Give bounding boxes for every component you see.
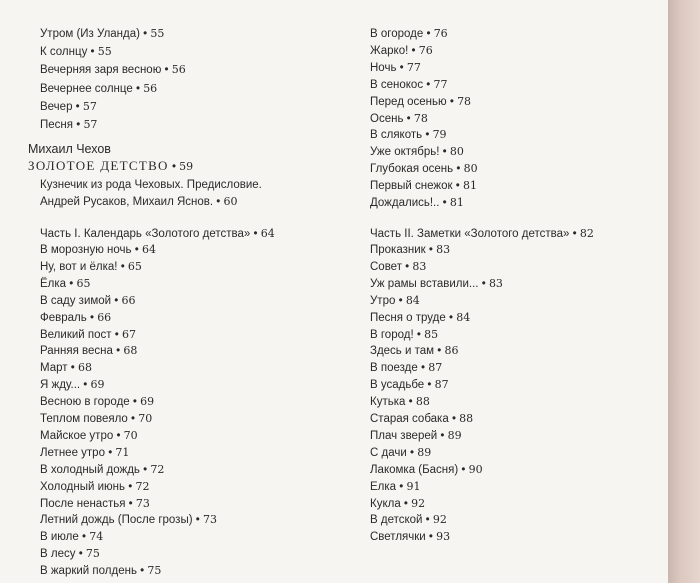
page-number: 78 [457,94,472,108]
toc-entry [370,497,425,511]
separator: • [108,446,113,459]
toc-entry-title: Жарко! [370,44,409,57]
part-1-heading: Часть I. Календарь «Золотого детства» • 64 [40,227,275,240]
toc-entry [370,311,470,325]
toc-entry [40,429,138,443]
collection-title: ЗОЛОТОЕ ДЕТСТВО [28,158,169,173]
toc-entry [370,344,459,358]
toc-entry [370,95,471,109]
separator: • [135,82,140,95]
toc-entry [370,463,483,477]
page-number: 81 [462,179,477,193]
part-2-heading: Часть II. Заметки «Золотого детства» • 82 [370,227,594,240]
toc-entry-title: Март [40,362,68,375]
page-number: 78 [413,111,428,125]
toc-entry [40,412,152,426]
collection-heading [28,159,193,174]
toc-entry [40,530,103,544]
separator: • [481,277,486,290]
toc-entry-title: Холодный июнь [40,480,126,493]
page-number: 57 [82,99,97,113]
separator: • [164,64,169,77]
page-number: 83 [488,276,503,290]
toc-entry-title: Вечернее солнце [40,82,133,95]
page-number: 85 [424,327,439,341]
separator: • [70,362,75,375]
separator: • [114,294,119,307]
page-number: 89 [447,428,462,442]
separator: • [420,362,425,375]
preface-line-2: Андрей Русаков, Михаил Яснов. • 60 [40,195,238,208]
toc-entry-title: Февраль [40,311,87,324]
separator: • [428,244,433,256]
toc-entry-title: Старая собака [370,413,449,425]
toc-entry [40,361,92,375]
toc-entry [40,497,150,511]
page-number: 91 [406,479,421,493]
page-number: 68 [123,344,138,358]
toc-entry-title: Вечерняя заря весною [40,64,162,77]
toc-entry [370,513,447,527]
separator: • [132,396,137,409]
toc-entry [370,530,450,544]
separator: • [442,146,447,159]
toc-entry-title: В холодный дождь [40,463,140,476]
toc-entry [370,78,448,92]
page-number: 80 [449,145,464,159]
toc-entry-title: В саду зимой [40,294,112,307]
toc-entry [40,277,91,291]
toc-entry [370,179,477,193]
page-number: 75 [85,547,100,561]
toc-entry-title: В сенокос [370,78,424,91]
toc-entry [40,311,111,325]
separator: • [116,429,121,442]
toc-entry [40,294,136,308]
page-number: 87 [434,378,449,392]
page-number: 66 [97,310,112,324]
separator: • [89,311,94,324]
page-number: 56 [143,81,158,95]
toc-entry [40,118,97,132]
page-number: 77 [406,60,421,74]
page-number: 64 [141,243,156,256]
toc-entry-title: Совет [370,260,402,273]
separator: • [456,163,461,176]
toc-entry [40,446,129,460]
toc-entry [370,412,473,426]
page-number: 84 [456,310,471,324]
page-number: 65 [76,276,91,290]
separator: • [426,28,431,40]
separator: • [425,514,430,527]
toc-entry [40,344,137,358]
toc-entry [370,128,447,142]
separator: • [405,260,410,273]
separator: • [120,260,125,273]
toc-entry-title: Песня о труде [370,311,446,324]
toc-entry-title: Елка [370,480,397,493]
page-number: 68 [77,361,92,375]
toc-entry [40,463,164,477]
page-number: 84 [405,293,420,307]
toc-entry [370,429,462,443]
author-name: Михаил Чехов [28,142,111,156]
separator: • [399,61,404,74]
separator: • [449,311,454,324]
toc-entry [40,100,97,114]
separator: • [440,429,445,442]
toc-entry [40,243,156,257]
toc-entry [40,513,217,527]
separator: • [143,28,148,40]
separator: • [143,463,148,476]
toc-entry-title: Ночь [370,61,397,74]
page-number: 60 [223,195,238,208]
page-number: 56 [171,63,186,77]
page-number: 87 [428,361,443,375]
toc-entry-title: Вечер [40,100,73,113]
separator: • [572,228,577,240]
toc-entry [370,196,464,210]
toc-entry [370,112,428,126]
toc-entry [370,27,448,41]
separator: • [403,497,408,510]
toc-entry [370,378,449,392]
toc-entry [370,145,464,159]
page-number: 82 [579,227,594,240]
toc-entry-title: Лакомка (Басня) [370,463,459,476]
toc-entry-title: В жаркий полдень [40,565,137,578]
page-number: 80 [463,162,478,176]
separator: • [90,46,95,59]
toc-entry [40,395,154,409]
toc-entry [370,243,450,257]
toc-entry-title: Кутька [370,396,406,409]
toc-entry-title: В усадьбе [370,379,425,392]
page-number: 93 [436,530,451,544]
separator: • [116,345,121,358]
page-number: 83 [436,243,451,256]
page-number: 88 [415,395,430,409]
toc-entry-title: Летнее утро [40,446,105,459]
page-number: 70 [123,428,138,442]
page-number: 75 [147,564,162,578]
toc-entry [370,277,503,291]
toc-entry-title: Теплом повеяло [40,413,128,425]
page-number: 92 [432,513,447,527]
toc-entry-title: Проказник [370,244,426,256]
toc-entry-title: Ранняя весна [40,345,113,358]
separator: • [128,497,133,510]
separator: • [195,514,200,527]
separator: • [411,44,416,57]
page-number: 55 [150,27,165,40]
toc-entry-title: Ёлка [40,277,67,290]
page-number: 59 [179,160,194,173]
separator: • [427,379,432,392]
toc-entry-title: Уже октябрь! [370,146,440,159]
toc-entry [40,260,142,274]
page-number: 81 [449,196,464,209]
page-number: 76 [418,43,433,57]
page-number: 79 [432,128,447,142]
toc-entry-title: Первый снежок [370,180,453,193]
separator: • [81,531,87,544]
toc-entry [370,361,442,375]
separator: • [426,78,431,91]
page-number: 57 [83,118,98,131]
page-number: 73 [203,513,217,527]
toc-entry [370,328,438,342]
toc-entry-title: Светлячки [370,531,426,544]
page-number: 90 [468,462,483,476]
toc-entry [370,446,431,460]
separator: • [425,129,430,142]
toc-entry-title: Уж рамы вставили... [370,277,479,290]
toc-entry-title: Великий пост [40,328,112,341]
toc-entry [40,564,161,578]
separator: • [406,112,411,125]
toc-entry [370,44,433,58]
toc-entry-title: В слякоть [370,129,423,142]
toc-entry-title: Песня [40,119,73,131]
toc-entry-title: Ну, вот и ёлка! [40,260,118,273]
separator: • [140,565,145,578]
separator: • [455,180,460,193]
toc-entry [40,547,100,561]
toc-entry [370,260,426,274]
toc-entry [370,61,421,75]
toc-entry-title: Плач зверей [370,429,438,442]
toc-entry [370,294,420,308]
separator: • [409,446,415,459]
page-number: 89 [417,445,432,459]
toc-entry-title: В лесу [40,548,76,561]
toc-entry-title: Перед осенью [370,95,447,108]
page-number: 65 [127,259,142,273]
toc-entry [40,45,112,59]
toc-entry-title: Здесь и там [370,345,435,358]
book-edge [668,0,700,583]
toc-entry-title: Глубокая осень [370,163,454,176]
separator: • [171,161,176,173]
preface-line-1: Кузнечик из рода Чеховых. Предисловие. [40,179,262,191]
toc-entry-title: В детской [370,514,423,527]
separator: • [83,379,88,392]
toc-entry [40,480,149,494]
toc-entry-title: Весною в городе [40,396,130,409]
separator: • [114,328,119,341]
separator: • [253,228,258,240]
toc-entry-title: В морозную ночь [40,244,132,256]
separator: • [134,244,139,256]
separator: • [408,396,413,409]
page-number: 64 [260,227,275,240]
separator: • [437,345,442,358]
toc-entry-title: Дождались!.. [370,197,440,209]
separator: • [416,328,421,341]
toc-entry [40,27,164,41]
separator: • [128,480,133,493]
page-number: 55 [97,45,112,59]
separator: • [442,197,447,209]
toc-entry-title: В город! [370,328,414,341]
toc-entry [40,63,186,77]
page-number: 76 [433,27,448,40]
toc-entry [370,162,478,176]
separator: • [399,480,404,493]
page-number: 69 [90,378,105,392]
page-number: 88 [459,412,474,425]
toc-entry-title: С дачи [370,446,407,459]
toc-entry-title: Я жду... [40,379,81,392]
separator: • [76,119,81,131]
page-number: 74 [89,530,104,544]
page-number: 69 [140,395,155,409]
toc-entry-title: В огороде [370,28,424,40]
separator: • [69,277,74,290]
separator: • [131,413,136,425]
separator: • [449,95,454,108]
toc-entry-title: Майское утро [40,429,114,442]
page-number: 70 [138,412,153,425]
page-number: 67 [121,327,136,341]
toc-entry-title: Осень [370,112,404,125]
toc-entry [40,328,136,342]
toc-entry-title: После ненастья [40,497,126,510]
page-number: 92 [411,496,426,510]
separator: • [461,463,466,476]
toc-entry-title: В июле [40,531,79,544]
separator: • [428,531,433,544]
toc-entry-title: Кукла [370,497,401,510]
toc-entry-title: В поезде [370,362,418,375]
page-number: 72 [135,479,150,493]
separator: • [398,294,403,307]
toc-entry [370,395,430,409]
page-number: 72 [150,462,165,476]
page-number: 73 [135,496,150,510]
separator: • [78,548,83,561]
toc-entry [40,378,105,392]
page-number: 66 [121,293,136,307]
page-number: 77 [433,77,448,91]
page-number: 83 [412,259,427,273]
toc-entry-title: Летний дождь (После грозы) [40,514,193,527]
separator: • [451,413,456,425]
toc-entry [40,82,157,96]
toc-entry-title: Утром (Из Уланда) [40,28,140,40]
separator: • [75,100,80,113]
page-number: 86 [444,344,459,358]
toc-entry-title: К солнцу [40,46,88,59]
page-number: 71 [115,445,130,459]
toc-entry [370,480,421,494]
separator: • [216,196,221,208]
toc-entry-title: Утро [370,294,396,307]
